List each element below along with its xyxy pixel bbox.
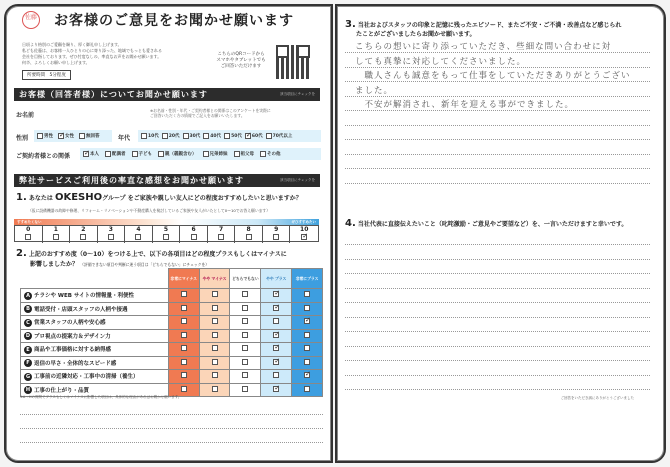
checkbox[interactable] xyxy=(242,372,248,378)
rating-cell[interactable] xyxy=(230,316,261,330)
rating-cell[interactable] xyxy=(292,383,323,397)
rating-cell[interactable] xyxy=(230,329,261,343)
item-badge-icon: C xyxy=(24,319,32,327)
checkbox[interactable] xyxy=(304,345,310,351)
rating-cell[interactable] xyxy=(199,370,230,384)
column-slightly-positive: やや プラス xyxy=(261,269,292,289)
answer-line[interactable] xyxy=(345,346,650,347)
rating-item-label: B 電話受付・店頭スタッフの人柄や接遇 xyxy=(21,302,169,316)
rating-item-label: A チラシや WEB サイトの情報量・利便性 xyxy=(21,289,169,303)
age-label: 年代 xyxy=(118,135,131,142)
rating-cell[interactable] xyxy=(199,329,230,343)
rating-cell[interactable] xyxy=(230,343,261,357)
checkbox[interactable] xyxy=(212,291,218,297)
answer-line[interactable] xyxy=(345,139,650,140)
rating-item-label: D プロ視点の提案力＆デザイン力 xyxy=(21,329,169,343)
answer-line[interactable] xyxy=(345,389,650,390)
q4-title: 4. 当社代表に直接伝えたいこと（叱咤激励・ご意見やご要望など）を、一言いただけますと幸いです。 xyxy=(345,218,628,229)
item-badge-icon: H xyxy=(25,387,31,393)
page-title: お客様のご意見をお聞かせ願います xyxy=(54,13,294,29)
checkbox-checked[interactable] xyxy=(273,386,279,392)
rating-cell[interactable] xyxy=(292,316,323,330)
rating-cell[interactable] xyxy=(199,289,230,303)
checkbox[interactable] xyxy=(304,332,310,338)
checkbox[interactable] xyxy=(273,318,279,324)
checkbox-checked[interactable] xyxy=(273,359,279,365)
item-badge-icon: G xyxy=(25,373,31,380)
rating-row xyxy=(21,356,323,370)
checkbox[interactable] xyxy=(212,318,218,324)
rating-item-label: F 返信の早さ・全体的なスピード感 xyxy=(21,356,169,370)
gender-label: 性別 xyxy=(16,135,29,142)
answer-line[interactable] xyxy=(345,154,650,155)
checkbox-checked[interactable] xyxy=(304,318,310,324)
relation-option-sibling[interactable]: 兄弟姉妹 xyxy=(203,151,228,157)
rating-cell[interactable] xyxy=(261,302,292,316)
handwritten-answer: ました。 xyxy=(355,85,394,96)
age-option-60s[interactable]: ✓ 60代 xyxy=(245,133,263,139)
rating-cell[interactable] xyxy=(292,343,323,357)
answer-line[interactable] xyxy=(345,244,650,245)
q2-title-line2: 影響しましたか？ （評価できない項目や判断に迷う項目は「どちらでもない」にチェックを） xyxy=(30,261,210,268)
rating-row xyxy=(21,316,323,330)
name-label: お名前 xyxy=(16,112,35,119)
checkbox-checked[interactable] xyxy=(273,305,279,311)
rating-cell[interactable] xyxy=(199,316,230,330)
relation-option-parent[interactable]: 親（義親含む） xyxy=(158,151,197,157)
intro-text: 日頃より格別のご愛顧を賜り、厚く御礼申し上げます。 私ども佐藤は、お客様一人ひとりの心に寄り添った、地域でもっとも愛される 会社を目指しております。ぜひ忖度なしの、率直なお声をお聞かせ願います。 何卒、よろしくお願い申し上げます。 xyxy=(22,42,162,65)
scale-option-6[interactable]: 6 xyxy=(180,226,208,243)
rating-cell[interactable] xyxy=(261,316,292,330)
relation-option-child[interactable]: 子ども xyxy=(132,151,153,157)
checkbox[interactable] xyxy=(242,332,248,338)
q1-subtitle: （仮に設備機器の故障や修理、リフォーム・リノベーションや不動産購入を検討しているご家族や友人がいたとして0〜10でお答え願います） xyxy=(28,208,271,213)
thank-you-note: ご回答をいただき誠にありがとうございました xyxy=(560,396,634,400)
gender-option-none[interactable]: 無回答 xyxy=(79,133,100,139)
age-option-50s[interactable]: 50代 xyxy=(224,133,242,139)
q2-title: 2. 上記のおすすめ度（0〜10）をつける上で、以下の各項目はどの程度プラスもしくはマイナスに xyxy=(16,248,287,259)
answer-line[interactable] xyxy=(345,52,650,53)
gender-options xyxy=(34,130,112,142)
column-very-positive: 非常にプラス xyxy=(292,269,323,289)
scale-option-4[interactable]: 4 xyxy=(125,226,153,243)
handwritten-answer: しても真摯に対応してくださいました。 xyxy=(355,56,527,67)
answer-line[interactable] xyxy=(345,168,650,169)
relation-option-spouse[interactable]: 配偶者 xyxy=(105,151,126,157)
checkbox[interactable] xyxy=(242,386,248,392)
scale-option-9[interactable]: 9 xyxy=(263,226,291,243)
checkbox[interactable] xyxy=(181,291,187,297)
answer-line[interactable] xyxy=(345,81,650,82)
checkbox-checked[interactable] xyxy=(304,372,310,378)
relation-option-self[interactable]: ✓ 本人 xyxy=(83,151,99,157)
relation-option-grandparent[interactable]: 祖父母 xyxy=(234,151,255,157)
rating-cell[interactable] xyxy=(261,289,292,303)
recommend-scale-gradient: すすめたくない ぜひすすめたい xyxy=(14,219,319,225)
checkbox[interactable] xyxy=(304,386,310,392)
scale-option-8[interactable]: 8 xyxy=(235,226,263,243)
rating-cell[interactable] xyxy=(292,329,323,343)
checkbox[interactable] xyxy=(37,133,43,139)
checkbox[interactable] xyxy=(79,133,85,139)
rating-row xyxy=(21,370,323,384)
checkbox[interactable] xyxy=(304,305,310,311)
checkbox[interactable] xyxy=(181,386,187,392)
column-very-negative: 非常にマイナス xyxy=(168,269,199,289)
rating-cell[interactable] xyxy=(230,289,261,303)
checkbox[interactable] xyxy=(242,345,248,351)
checkbox[interactable] xyxy=(242,305,248,311)
checkbox[interactable] xyxy=(242,318,248,324)
answer-line[interactable] xyxy=(20,414,323,415)
relation-label: ご契約者様との関係 xyxy=(16,153,71,160)
q2-footnote: ※A〜Hの質問でプラスもしくはマイナスに影響した項目は、具体的な理由があればお聞かせ願います。 xyxy=(20,395,182,399)
item-badge-icon: B xyxy=(24,305,32,313)
rating-cell[interactable] xyxy=(168,289,199,303)
q3-title-line2: たことがございましたらお聞かせ願います。 xyxy=(356,31,476,38)
rating-cell[interactable] xyxy=(261,329,292,343)
age-option-20s[interactable]: 20代 xyxy=(162,133,180,139)
answer-line[interactable] xyxy=(345,375,650,376)
answer-line[interactable] xyxy=(345,183,650,184)
respondent-section-header: お客様（回答者様）についてお聞かせ願います 該当項目にチェックを xyxy=(14,88,320,101)
rating-item-label: C 営業スタッフの人柄や安心感 xyxy=(21,316,169,330)
checkbox[interactable] xyxy=(212,305,218,311)
answer-line[interactable] xyxy=(345,67,650,68)
age-option-40s[interactable]: 40代 xyxy=(203,133,221,139)
answer-line[interactable] xyxy=(345,331,650,332)
rating-item-label: E 商品や工事価格に対する納得感 xyxy=(21,343,169,357)
checkbox-checked[interactable] xyxy=(273,345,279,351)
answer-line[interactable] xyxy=(345,360,650,361)
q1-title: 1. あなたは OKESHOグループ をご家族や親しい友人にどの程度おすすめしたいと思いますか？ xyxy=(16,192,302,203)
age-options xyxy=(138,130,321,142)
checkbox[interactable] xyxy=(181,372,187,378)
rating-cell[interactable] xyxy=(292,356,323,370)
rating-cell[interactable] xyxy=(261,370,292,384)
checkbox[interactable] xyxy=(304,359,310,365)
rating-row xyxy=(21,343,323,357)
scale-option-3[interactable]: 3 xyxy=(98,226,126,243)
title-row xyxy=(22,10,294,30)
age-option-30s[interactable]: 30代 xyxy=(183,133,201,139)
rating-cell[interactable] xyxy=(230,383,261,397)
rating-cell[interactable] xyxy=(230,302,261,316)
rating-cell[interactable] xyxy=(199,356,230,370)
rating-item-label: G 工事前の近隣対応・工事中の清掃（養生） xyxy=(21,370,169,384)
scale-option-0[interactable]: 0 xyxy=(15,226,43,243)
answer-line[interactable] xyxy=(345,273,650,274)
company-stamp-icon: 佐藤 xyxy=(22,11,40,29)
relation-option-other[interactable]: その他 xyxy=(260,151,281,157)
rating-cell[interactable] xyxy=(168,356,199,370)
recommend-scale xyxy=(14,225,319,242)
scale-option-7[interactable]: 7 xyxy=(208,226,236,243)
rating-row xyxy=(21,289,323,303)
answer-line[interactable] xyxy=(345,288,650,289)
rating-cell[interactable] xyxy=(168,302,199,316)
rating-cell[interactable] xyxy=(230,356,261,370)
checkbox[interactable] xyxy=(273,372,279,378)
age-option-10s[interactable]: 10代 xyxy=(141,133,159,139)
relation-options xyxy=(80,148,321,160)
rating-cell[interactable] xyxy=(199,302,230,316)
checkbox[interactable] xyxy=(212,386,218,392)
checkbox[interactable] xyxy=(212,332,218,338)
rating-cell[interactable] xyxy=(168,343,199,357)
answer-line[interactable] xyxy=(345,317,650,318)
checkbox[interactable] xyxy=(212,372,218,378)
item-badge-icon: A xyxy=(24,292,32,300)
rating-cell[interactable] xyxy=(168,329,199,343)
column-slightly-negative: やや マイナス xyxy=(199,269,230,289)
rating-cell[interactable] xyxy=(261,343,292,357)
age-option-70s-plus[interactable]: 70代以上 xyxy=(266,133,293,139)
rating-cell[interactable] xyxy=(292,302,323,316)
answer-line[interactable] xyxy=(345,259,650,260)
checkbox[interactable] xyxy=(181,345,187,351)
scale-option-5[interactable]: 5 xyxy=(153,226,181,243)
column-neutral: どちらでもない xyxy=(230,269,261,289)
checkbox[interactable] xyxy=(212,345,218,351)
rating-row xyxy=(21,329,323,343)
checkbox-checked[interactable] xyxy=(273,332,279,338)
scale-option-1[interactable]: 1 xyxy=(43,226,71,243)
duration-label: 所要時間 5分程度 xyxy=(22,70,71,80)
item-badge-icon: F xyxy=(24,359,32,367)
checkbox[interactable] xyxy=(181,359,187,365)
rating-cell[interactable] xyxy=(261,356,292,370)
check-hint: 該当項目にチェックを xyxy=(280,178,315,182)
answer-line[interactable] xyxy=(345,302,650,303)
rating-cell[interactable] xyxy=(168,370,199,384)
rating-cell[interactable] xyxy=(230,370,261,384)
scale-option-10[interactable]: 10 ✓ xyxy=(290,226,318,243)
rating-cell[interactable] xyxy=(292,289,323,303)
rating-cell[interactable] xyxy=(292,370,323,384)
rating-item-label: H 工事の仕上がり・品質 xyxy=(21,383,169,397)
impact-rating-table xyxy=(20,268,323,397)
handwritten-answer: 職人さんも誠意をもって仕事をしていただきありがとうござい xyxy=(355,71,631,81)
answer-line[interactable] xyxy=(345,110,650,111)
rating-cell[interactable] xyxy=(199,383,230,397)
impression-section-header: 弊社サービスご利用後の率直な感想をお聞かせ願います 該当項目にチェックを xyxy=(14,174,320,187)
rating-cell[interactable] xyxy=(261,383,292,397)
checkbox[interactable] xyxy=(212,359,218,365)
gender-option-male[interactable]: 男性 xyxy=(37,133,53,139)
answer-line[interactable] xyxy=(20,428,323,429)
answer-line[interactable] xyxy=(345,96,650,97)
checkbox[interactable] xyxy=(181,318,187,324)
rating-row xyxy=(21,302,323,316)
answer-line[interactable] xyxy=(20,442,323,443)
gender-option-female[interactable]: ✓ 女性 xyxy=(58,133,74,139)
item-badge-icon: D xyxy=(25,333,31,339)
checkbox[interactable] xyxy=(304,291,310,297)
rating-cell[interactable] xyxy=(168,316,199,330)
scale-option-2[interactable]: 2 xyxy=(70,226,98,243)
checkbox-checked[interactable] xyxy=(58,133,64,139)
qr-caption: こちらのQRコードから スマホやタブレットでも ご回答いただけます xyxy=(216,52,266,69)
checkbox[interactable] xyxy=(242,359,248,365)
item-badge-icon: E xyxy=(24,346,32,354)
checkbox[interactable] xyxy=(181,332,187,338)
privacy-note: ※お名前・性別・年代・ご契約者様との関係はこのアンケートを実際に ご回答いただく方の情報でご記入をお願いいたします。 xyxy=(150,108,271,118)
handwritten-answer: こちらの想いに寄り添っていただき、些細な問い合わせに対 xyxy=(355,42,612,52)
handwritten-answer: 不安が解消され、新年を迎える事ができました。 xyxy=(355,100,575,110)
qr-code-icon[interactable] xyxy=(276,45,310,79)
checkbox[interactable] xyxy=(242,291,248,297)
rating-cell[interactable] xyxy=(199,343,230,357)
checkbox-checked[interactable] xyxy=(273,291,279,297)
answer-line[interactable] xyxy=(345,125,650,126)
checkbox[interactable] xyxy=(181,305,187,311)
check-hint: 該当項目にチェックを xyxy=(280,92,315,96)
q3-title: 3. 当社およびスタッフの印象と記憶に残ったエピソード、またご不安・ご不満・改善点など感じられ xyxy=(345,19,622,30)
